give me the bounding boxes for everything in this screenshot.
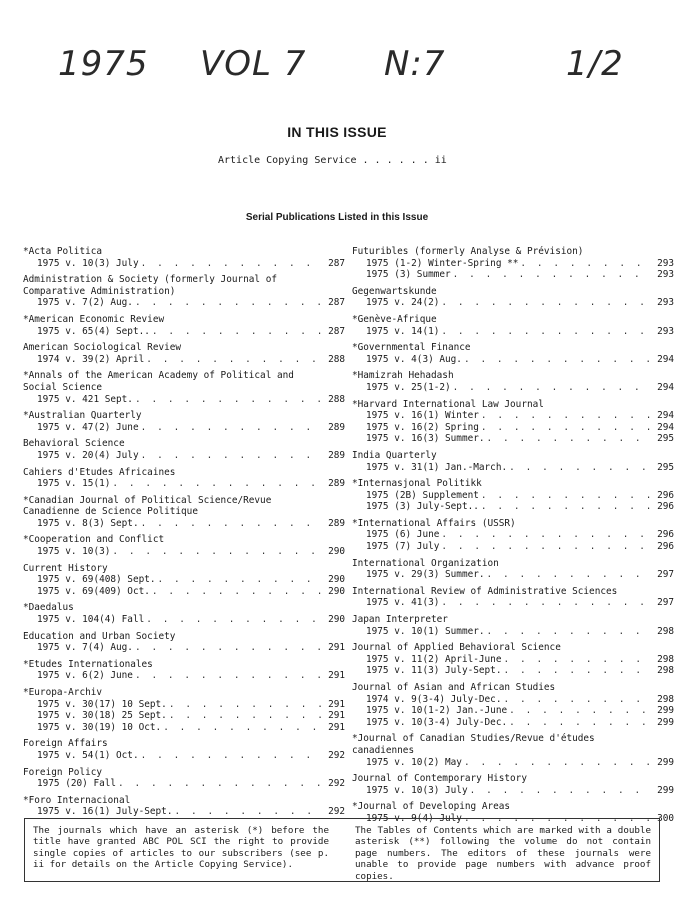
issue-row bbox=[23, 326, 345, 338]
dot-leader bbox=[152, 326, 321, 338]
issue-text: 1975 v. 20(4) July bbox=[37, 449, 139, 461]
issue-text: 1975 v. 10(1-2) Jan.-June bbox=[366, 705, 508, 717]
issue-row bbox=[352, 297, 674, 309]
journal-entry bbox=[352, 518, 674, 553]
dot-leader bbox=[481, 410, 650, 422]
dot-leader bbox=[509, 717, 650, 729]
journal-entry bbox=[23, 495, 345, 530]
issue-text: 1975 v. 10(3) July bbox=[37, 257, 139, 269]
issue-text: 1975 (3) July-Sept.. bbox=[366, 501, 479, 513]
page-number: 299 bbox=[657, 705, 674, 717]
journal-entry bbox=[352, 342, 674, 365]
journal-entry bbox=[23, 342, 345, 365]
issue-row bbox=[352, 785, 674, 797]
handwritten-year: 1975 bbox=[58, 44, 149, 84]
journal-title: *Internasjonal Politikk bbox=[352, 478, 482, 490]
issue-row bbox=[352, 705, 674, 717]
journal-entry bbox=[352, 450, 674, 473]
page-number: 291 bbox=[328, 710, 345, 722]
dot-leader bbox=[135, 642, 321, 654]
dot-leader bbox=[441, 529, 650, 541]
page-number: 296 bbox=[657, 529, 674, 541]
page-number: 296 bbox=[657, 541, 674, 553]
issue-text: 1975 v. 7(4) Aug. bbox=[37, 642, 133, 654]
journal-title: *Cooperation and Conflict bbox=[23, 534, 165, 546]
dot-leader bbox=[141, 450, 321, 462]
page-number: 295 bbox=[657, 461, 674, 473]
journal-entry bbox=[352, 478, 674, 513]
journal-title: American Sociological Review bbox=[23, 342, 182, 354]
dot-leader bbox=[464, 757, 650, 769]
issue-text: 1975 v. 9(4) July bbox=[366, 812, 462, 824]
dot-leader bbox=[146, 614, 321, 626]
dot-leader bbox=[141, 258, 321, 270]
issue-row bbox=[352, 717, 674, 729]
issue-text: 1975 v. 65(4) Sept.. bbox=[37, 325, 150, 337]
journal-entry bbox=[352, 286, 674, 309]
journal-title: Journal of Contemporary History bbox=[352, 773, 527, 785]
issue-row bbox=[23, 354, 345, 366]
page-number: 291 bbox=[328, 721, 345, 733]
dot-leader bbox=[503, 665, 650, 677]
issue-text: 1975 (2B) Supplement bbox=[366, 489, 479, 501]
journal-title: *Genève-Afrique bbox=[352, 313, 437, 325]
journal-entry bbox=[23, 659, 345, 682]
journal-entry bbox=[23, 767, 345, 790]
dot-leader bbox=[163, 722, 321, 734]
dot-leader bbox=[141, 422, 321, 434]
issue-text: 1975 v. 16(3) Summer. bbox=[366, 433, 485, 445]
dot-leader bbox=[464, 354, 650, 366]
dot-leader bbox=[441, 541, 650, 553]
issue-text: 1975 (6) June bbox=[366, 529, 440, 541]
issue-row bbox=[352, 626, 674, 638]
journal-entry bbox=[23, 563, 345, 598]
journal-entry bbox=[23, 795, 345, 818]
journal-title: *Harvard International Law Journal bbox=[352, 398, 544, 410]
issue-text: 1975 v. 30(19) 10 Oct. bbox=[37, 721, 162, 733]
issue-row bbox=[352, 501, 674, 513]
issue-row bbox=[352, 757, 674, 769]
page-number: 299 bbox=[657, 756, 674, 768]
dot-leader bbox=[141, 750, 321, 762]
issue-row bbox=[23, 586, 345, 598]
issue-text: 1974 v. 39(2) April bbox=[37, 353, 145, 365]
journal-entry bbox=[23, 274, 345, 309]
issue-row bbox=[352, 422, 674, 434]
page-number: 289 bbox=[328, 421, 345, 433]
journal-title: *Europa-Archiv bbox=[23, 687, 103, 698]
journal-entry bbox=[352, 586, 674, 609]
dot-leader bbox=[441, 297, 650, 309]
page-number: 298 bbox=[657, 625, 674, 637]
dot-leader bbox=[152, 586, 321, 598]
issue-row bbox=[23, 722, 345, 734]
page-number: 290 bbox=[328, 546, 345, 558]
issue-row bbox=[352, 326, 674, 338]
page-number: 297 bbox=[657, 597, 674, 609]
handwritten-number: N:7 bbox=[384, 44, 446, 84]
issue-row bbox=[352, 654, 674, 666]
dot-leader bbox=[441, 326, 650, 338]
journal-entry bbox=[23, 246, 345, 269]
issue-row bbox=[352, 462, 674, 474]
issue-text: 1975 v. 30(18) 25 Sept. bbox=[37, 710, 167, 722]
issue-row bbox=[23, 699, 345, 711]
issue-text: 1975 v. 10(3) bbox=[37, 546, 111, 558]
dot-leader bbox=[520, 258, 650, 270]
issue-text: 1975 v. 29(3) Summer. bbox=[366, 569, 485, 581]
page-number: 294 bbox=[657, 421, 674, 433]
dot-leader bbox=[158, 574, 321, 586]
issue-text: 1975 (20) Fall bbox=[37, 778, 117, 790]
issue-row bbox=[23, 778, 345, 790]
page-number: 299 bbox=[657, 716, 674, 728]
dot-leader bbox=[487, 433, 650, 445]
issue-row bbox=[23, 478, 345, 490]
issue-text: 1975 v. 31(1) Jan.-March. bbox=[366, 461, 508, 473]
issue-text: 1975 v. 14(1) bbox=[366, 325, 440, 337]
footnote-box bbox=[24, 818, 660, 882]
journal-entry bbox=[352, 682, 674, 728]
journal-title: Current History bbox=[23, 562, 108, 574]
issue-text: 1975 v. 30(17) 10 Sept. bbox=[37, 698, 167, 710]
page-number: 300 bbox=[657, 812, 674, 824]
issue-text: 1975 v. 8(3) Sept. bbox=[37, 517, 139, 529]
issue-text: 1975 v. 54(1) Oct. bbox=[37, 749, 139, 761]
journal-title: *Acta Politica bbox=[23, 246, 103, 257]
issue-text: 1975 v. 16(2) Spring bbox=[366, 421, 479, 433]
page-number: 294 bbox=[657, 410, 674, 422]
issue-row bbox=[352, 382, 674, 394]
issue-text: 1975 v. 15(1) bbox=[37, 478, 111, 490]
journal-title: *Foro Internacional bbox=[23, 794, 131, 806]
issue-row bbox=[352, 354, 674, 366]
journal-title: *International Affairs (USSR) bbox=[352, 517, 516, 529]
page-number: 290 bbox=[328, 585, 345, 597]
page-number: 291 bbox=[328, 642, 345, 654]
page-number: 288 bbox=[328, 353, 345, 365]
issue-row bbox=[352, 541, 674, 553]
dot-leader bbox=[169, 699, 321, 711]
journal-title: *Daedalus bbox=[23, 602, 74, 614]
dot-leader bbox=[112, 546, 321, 558]
issue-row bbox=[23, 614, 345, 626]
dot-leader bbox=[481, 501, 650, 513]
issue-text: 1975 v. 7(2) Aug. bbox=[37, 297, 133, 309]
page-number: 298 bbox=[657, 665, 674, 677]
issue-text: 1975 v. 10(3-4) July-Dec. bbox=[366, 716, 508, 728]
journal-entry bbox=[23, 314, 345, 337]
issue-row bbox=[23, 394, 345, 406]
issue-text: 1975 (1-2) Winter-Spring ** bbox=[366, 257, 519, 269]
issue-text: 1975 (3) Summer bbox=[366, 269, 451, 281]
issue-text: 1975 v. 47(2) June bbox=[37, 421, 139, 433]
page-number: 292 bbox=[328, 806, 345, 818]
issue-row bbox=[352, 665, 674, 677]
issue-row bbox=[352, 597, 674, 609]
journal-title: Education and Urban Society bbox=[23, 630, 176, 642]
issue-row bbox=[352, 269, 674, 281]
issue-text: 1974 v. 9(3-4) July-Dec. bbox=[366, 693, 502, 705]
dot-leader bbox=[135, 297, 321, 309]
journal-title: *American Economic Review bbox=[23, 313, 165, 325]
page-number: 298 bbox=[657, 693, 674, 705]
handwritten-part: 1/2 bbox=[566, 44, 624, 84]
footnote-double-asterisk: The Tables of Contents which are marked with a double asterisk (**) following the volume do not contain page numbers. The editors of these journals were unable to provide page numbers with advance proof copies. bbox=[355, 825, 651, 882]
page-title: IN THIS ISSUE bbox=[287, 124, 387, 140]
article-copying-service-line: Article Copying Service . . . . . . ii bbox=[218, 155, 447, 166]
journal-title: *Canadian Journal of Political Science/Revue Canadienne de Science Politique bbox=[23, 494, 272, 518]
issue-text: 1975 v. 16(1) July-Sept. bbox=[37, 806, 173, 818]
dot-leader bbox=[503, 694, 650, 706]
page-number: 292 bbox=[328, 778, 345, 790]
issue-row bbox=[23, 750, 345, 762]
issue-row bbox=[352, 569, 674, 581]
issue-text: 1975 v. 69(408) Sept. bbox=[37, 574, 156, 586]
journal-title: *Governmental Finance bbox=[352, 342, 471, 354]
page-number: 297 bbox=[657, 569, 674, 581]
dot-leader bbox=[509, 462, 650, 474]
page-number: 296 bbox=[657, 489, 674, 501]
journal-title: Administration & Society (formerly Journal of Comparative Administration) bbox=[23, 274, 277, 297]
journal-entry bbox=[352, 246, 674, 281]
journal-title: India Quarterly bbox=[352, 449, 437, 461]
journal-title: Gegenwartskunde bbox=[352, 285, 437, 297]
issue-text: 1975 v. 25(1-2) bbox=[366, 381, 451, 393]
issue-row bbox=[23, 642, 345, 654]
journal-title: *Etudes Internationales bbox=[23, 658, 153, 670]
dot-leader bbox=[509, 705, 650, 717]
issue-row bbox=[352, 490, 674, 502]
journal-entry bbox=[23, 687, 345, 733]
page-number: 287 bbox=[328, 257, 345, 269]
page-number: 289 bbox=[328, 517, 345, 529]
journal-entry bbox=[23, 438, 345, 461]
issue-text: 1975 v. 104(4) Fall bbox=[37, 614, 145, 626]
journal-title: *Australian Quarterly bbox=[23, 410, 142, 422]
issue-row bbox=[23, 546, 345, 558]
dot-leader bbox=[487, 569, 650, 581]
issue-row bbox=[352, 694, 674, 706]
section-subtitle: Serial Publications Listed in this Issue bbox=[245, 212, 429, 223]
dot-leader bbox=[441, 597, 650, 609]
dot-leader bbox=[503, 654, 650, 666]
journal-entry bbox=[352, 773, 674, 796]
journal-entry bbox=[352, 558, 674, 581]
journal-title: Journal of Asian and African Studies bbox=[352, 682, 556, 693]
dot-leader bbox=[135, 670, 321, 682]
journal-title: *Hamizrah Hehadash bbox=[352, 370, 454, 382]
dot-leader bbox=[112, 478, 321, 490]
journal-entry bbox=[352, 370, 674, 393]
page-number: 293 bbox=[657, 269, 674, 281]
journal-title: Foreign Affairs bbox=[23, 738, 108, 750]
right-journal-list bbox=[352, 246, 674, 830]
issue-text: 1975 v. 16(1) Winter bbox=[366, 410, 479, 422]
journal-title: Behavioral Science bbox=[23, 438, 125, 450]
journal-entry bbox=[352, 314, 674, 337]
issue-row bbox=[352, 258, 674, 270]
issue-text: 1975 (7) July bbox=[366, 541, 440, 553]
footnote-asterisk: The journals which have an asterisk (*) before the title have granted ABC POL SCI the right to provide single copies of articles to our subscribers (see p. ii for details on the Article Copying Service). bbox=[33, 825, 329, 871]
journal-entry bbox=[23, 602, 345, 625]
issue-text: 1975 v. 10(3) July bbox=[366, 784, 468, 796]
journal-entry bbox=[352, 399, 674, 445]
left-journal-list bbox=[23, 246, 345, 823]
journal-title: Cahiers d'Etudes Africaines bbox=[23, 466, 176, 478]
page-number: 289 bbox=[328, 478, 345, 490]
page-number: 291 bbox=[328, 698, 345, 710]
page-number: 291 bbox=[328, 670, 345, 682]
journal-title: *Journal of Developing Areas bbox=[352, 801, 511, 813]
journal-title: Futuribles (formerly Analyse & Prévision) bbox=[352, 246, 584, 257]
journal-title: Japan Interpreter bbox=[352, 614, 448, 626]
journal-entry bbox=[23, 534, 345, 557]
issue-row bbox=[23, 297, 345, 309]
issue-row bbox=[23, 574, 345, 586]
dot-leader bbox=[487, 626, 650, 638]
issue-text: 1975 v. 421 Sept. bbox=[37, 393, 133, 405]
issue-row bbox=[23, 670, 345, 682]
page-number: 290 bbox=[328, 614, 345, 626]
issue-row bbox=[23, 422, 345, 434]
journal-entry bbox=[352, 733, 674, 768]
issue-row bbox=[23, 806, 345, 818]
page-number: 288 bbox=[328, 393, 345, 405]
dot-leader bbox=[141, 518, 321, 530]
issue-row bbox=[352, 410, 674, 422]
journal-entry bbox=[352, 642, 674, 677]
dot-leader bbox=[174, 806, 321, 818]
journal-entry bbox=[23, 370, 345, 405]
page-number: 293 bbox=[657, 297, 674, 309]
journal-entry bbox=[23, 467, 345, 490]
dot-leader bbox=[481, 490, 650, 502]
issue-text: 1975 v. 69(409) Oct. bbox=[37, 585, 150, 597]
issue-row bbox=[23, 258, 345, 270]
issue-text: 1975 v. 10(1) Summer. bbox=[366, 625, 485, 637]
page-number: 293 bbox=[657, 257, 674, 269]
page-number: 294 bbox=[657, 353, 674, 365]
page-number: 298 bbox=[657, 653, 674, 665]
issue-row bbox=[352, 433, 674, 445]
page-number: 293 bbox=[657, 325, 674, 337]
issue-text: 1975 v. 24(2) bbox=[366, 297, 440, 309]
page-number: 295 bbox=[657, 433, 674, 445]
issue-text: 1975 v. 41(3) bbox=[366, 597, 440, 609]
page-number: 299 bbox=[657, 784, 674, 796]
page-number: 287 bbox=[328, 297, 345, 309]
page-number: 292 bbox=[328, 749, 345, 761]
journal-entry bbox=[352, 614, 674, 637]
journal-title: International Review of Administrative Sciences bbox=[352, 585, 618, 597]
journal-title: *Journal of Canadian Studies/Revue d'études canadiennes bbox=[352, 733, 595, 756]
issue-row bbox=[23, 710, 345, 722]
dot-leader bbox=[453, 269, 650, 281]
journal-title: Foreign Policy bbox=[23, 766, 103, 778]
journal-title: International Organization bbox=[352, 557, 499, 569]
issue-row bbox=[23, 450, 345, 462]
issue-text: 1975 v. 4(3) Aug. bbox=[366, 353, 462, 365]
dot-leader bbox=[118, 778, 321, 790]
dot-leader bbox=[453, 382, 650, 394]
page-number: 289 bbox=[328, 449, 345, 461]
journal-entry bbox=[23, 410, 345, 433]
dot-leader bbox=[135, 394, 321, 406]
dot-leader bbox=[481, 422, 650, 434]
journal-title: *Annals of the American Academy of Political and Social Science bbox=[23, 370, 294, 393]
issue-row bbox=[352, 529, 674, 541]
page-number: 294 bbox=[657, 381, 674, 393]
journal-title: Journal of Applied Behavioral Science bbox=[352, 642, 561, 654]
dot-leader bbox=[470, 785, 650, 797]
handwritten-volume: VOL 7 bbox=[200, 44, 307, 84]
issue-text: 1975 v. 11(2) April-June bbox=[366, 653, 502, 665]
issue-text: 1975 v. 11(3) July-Sept. bbox=[366, 665, 502, 677]
dot-leader bbox=[169, 710, 321, 722]
page-number: 287 bbox=[328, 325, 345, 337]
issue-text: 1975 v. 10(2) May bbox=[366, 756, 462, 768]
dot-leader bbox=[146, 354, 321, 366]
issue-text: 1975 v. 6(2) June bbox=[37, 670, 133, 682]
journal-entry bbox=[23, 738, 345, 761]
page-number: 290 bbox=[328, 574, 345, 586]
journal-entry bbox=[23, 631, 345, 654]
page-number: 296 bbox=[657, 501, 674, 513]
issue-row bbox=[23, 518, 345, 530]
